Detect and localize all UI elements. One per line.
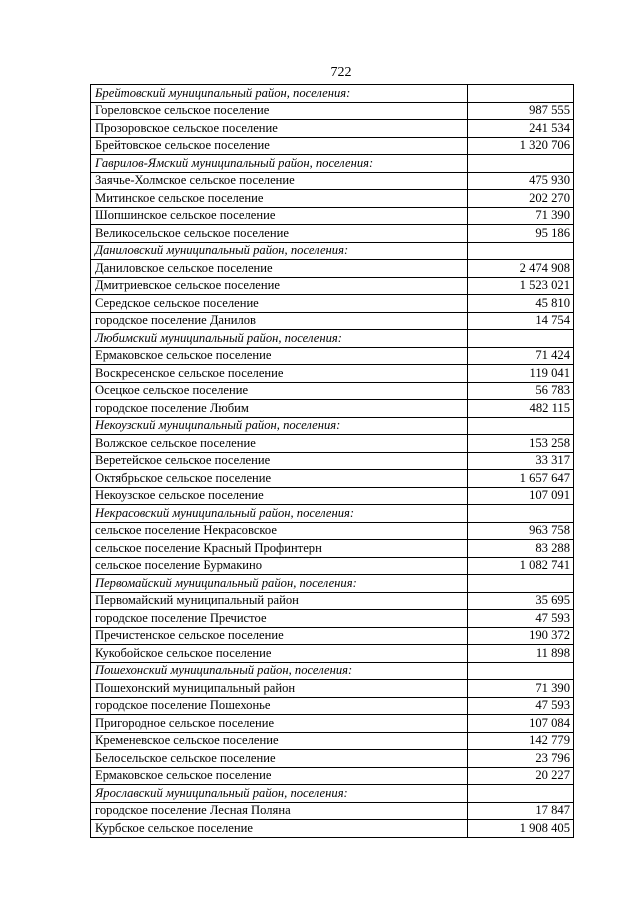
amount-value: 475 930 bbox=[468, 172, 574, 190]
empty-value-cell bbox=[468, 330, 574, 348]
settlement-name: городское поселение Лесная Поляна bbox=[91, 802, 468, 820]
amount-value: 202 270 bbox=[468, 190, 574, 208]
settlement-name: сельское поселение Бурмакино bbox=[91, 557, 468, 575]
page-number: 722 bbox=[330, 65, 352, 80]
settlement-name: Белосельское сельское поселение bbox=[91, 750, 468, 768]
amount-value: 11 898 bbox=[468, 645, 574, 663]
settlement-name: Заячье-Холмское сельское поселение bbox=[91, 172, 468, 190]
table-row bbox=[91, 645, 574, 663]
empty-value-cell bbox=[468, 417, 574, 435]
amount-value: 107 091 bbox=[468, 487, 574, 505]
table-row bbox=[91, 487, 574, 505]
district-heading-row bbox=[91, 155, 574, 173]
district-heading: Пошехонский муниципальный район, поселения: bbox=[91, 662, 468, 680]
empty-value-cell bbox=[468, 662, 574, 680]
settlement-name: Курбское сельское поселение bbox=[91, 820, 468, 838]
district-heading-row bbox=[91, 242, 574, 260]
empty-value-cell bbox=[468, 785, 574, 803]
amount-value: 963 758 bbox=[468, 522, 574, 540]
table-row bbox=[91, 260, 574, 278]
settlement-name: Веретейское сельское поселение bbox=[91, 452, 468, 470]
table-row bbox=[91, 557, 574, 575]
table-row bbox=[91, 610, 574, 628]
amount-value: 33 317 bbox=[468, 452, 574, 470]
amount-value: 45 810 bbox=[468, 295, 574, 313]
settlement-name: Великосельское сельское поселение bbox=[91, 225, 468, 243]
amount-value: 56 783 bbox=[468, 382, 574, 400]
table-row bbox=[91, 172, 574, 190]
settlement-name: Кукобойское сельское поселение bbox=[91, 645, 468, 663]
amount-value: 119 041 bbox=[468, 365, 574, 383]
amount-value: 153 258 bbox=[468, 435, 574, 453]
empty-value-cell bbox=[468, 575, 574, 593]
amount-value: 1 082 741 bbox=[468, 557, 574, 575]
table-row bbox=[91, 137, 574, 155]
settlement-name: Пошехонский муниципальный район bbox=[91, 680, 468, 698]
district-heading: Брейтовский муниципальный район, поселения: bbox=[91, 85, 468, 103]
settlement-name: городское поселение Пречистое bbox=[91, 610, 468, 628]
table-row bbox=[91, 767, 574, 785]
table-row bbox=[91, 190, 574, 208]
amount-value: 14 754 bbox=[468, 312, 574, 330]
amount-value: 241 534 bbox=[468, 120, 574, 138]
settlement-name: Октябрьское сельское поселение bbox=[91, 470, 468, 488]
settlement-name: сельское поселение Красный Профинтерн bbox=[91, 540, 468, 558]
table-row bbox=[91, 750, 574, 768]
amount-value: 482 115 bbox=[468, 400, 574, 418]
empty-value-cell bbox=[468, 242, 574, 260]
settlement-name: Дмитриевское сельское поселение bbox=[91, 277, 468, 295]
amount-value: 1 320 706 bbox=[468, 137, 574, 155]
settlement-name: Даниловское сельское поселение bbox=[91, 260, 468, 278]
amount-value: 23 796 bbox=[468, 750, 574, 768]
district-heading-row bbox=[91, 575, 574, 593]
table-row bbox=[91, 277, 574, 295]
settlement-name: городское поселение Данилов bbox=[91, 312, 468, 330]
amount-value: 987 555 bbox=[468, 102, 574, 120]
table-row bbox=[91, 802, 574, 820]
amount-value: 71 424 bbox=[468, 347, 574, 365]
amount-value: 1 523 021 bbox=[468, 277, 574, 295]
settlement-name: Пречистенское сельское поселение bbox=[91, 627, 468, 645]
settlement-name: Ермаковское сельское поселение bbox=[91, 767, 468, 785]
table-row bbox=[91, 365, 574, 383]
district-heading-row bbox=[91, 330, 574, 348]
district-heading-row bbox=[91, 662, 574, 680]
amount-value: 1 908 405 bbox=[468, 820, 574, 838]
empty-value-cell bbox=[468, 85, 574, 103]
amount-value: 47 593 bbox=[468, 697, 574, 715]
district-heading-row bbox=[91, 505, 574, 523]
table-row bbox=[91, 732, 574, 750]
amount-value: 83 288 bbox=[468, 540, 574, 558]
settlement-name: Брейтовское сельское поселение bbox=[91, 137, 468, 155]
table-row bbox=[91, 347, 574, 365]
table-row bbox=[91, 540, 574, 558]
settlement-name: Пригородное сельское поселение bbox=[91, 715, 468, 733]
table-body bbox=[91, 85, 574, 838]
table-row bbox=[91, 470, 574, 488]
amount-value: 17 847 bbox=[468, 802, 574, 820]
district-heading: Даниловский муниципальный район, поселения: bbox=[91, 242, 468, 260]
settlement-name: Гореловское сельское поселение bbox=[91, 102, 468, 120]
settlement-name: городское поселение Любим bbox=[91, 400, 468, 418]
settlement-name: Кременевское сельское поселение bbox=[91, 732, 468, 750]
table-row bbox=[91, 382, 574, 400]
amount-value: 20 227 bbox=[468, 767, 574, 785]
district-heading-row bbox=[91, 417, 574, 435]
table-row bbox=[91, 295, 574, 313]
empty-value-cell bbox=[468, 505, 574, 523]
table-row bbox=[91, 120, 574, 138]
amount-value: 142 779 bbox=[468, 732, 574, 750]
table-row bbox=[91, 592, 574, 610]
table-row bbox=[91, 225, 574, 243]
table-row bbox=[91, 522, 574, 540]
empty-value-cell bbox=[468, 155, 574, 173]
table-row bbox=[91, 680, 574, 698]
amount-value: 35 695 bbox=[468, 592, 574, 610]
amount-value: 47 593 bbox=[468, 610, 574, 628]
table-row bbox=[91, 435, 574, 453]
settlement-name: Митинское сельское поселение bbox=[91, 190, 468, 208]
district-heading: Гаврилов-Ямский муниципальный район, поселения: bbox=[91, 155, 468, 173]
amount-value: 71 390 bbox=[468, 680, 574, 698]
table-row bbox=[91, 627, 574, 645]
settlement-name: сельское поселение Некрасовское bbox=[91, 522, 468, 540]
district-heading: Любимский муниципальный район, поселения: bbox=[91, 330, 468, 348]
settlement-name: Середское сельское поселение bbox=[91, 295, 468, 313]
table-row bbox=[91, 312, 574, 330]
settlement-name: Волжское сельское поселение bbox=[91, 435, 468, 453]
settlement-name: Шопшинское сельское поселение bbox=[91, 207, 468, 225]
settlement-name: Осецкое сельское поселение bbox=[91, 382, 468, 400]
table-row bbox=[91, 697, 574, 715]
settlement-name: Некоузское сельское поселение bbox=[91, 487, 468, 505]
district-heading: Некоузский муниципальный район, поселения: bbox=[91, 417, 468, 435]
district-heading: Первомайский муниципальный район, поселения: bbox=[91, 575, 468, 593]
district-heading: Ярославский муниципальный район, поселения: bbox=[91, 785, 468, 803]
district-heading-row bbox=[91, 785, 574, 803]
settlement-name: Ермаковское сельское поселение bbox=[91, 347, 468, 365]
amount-value: 1 657 647 bbox=[468, 470, 574, 488]
allocation-table bbox=[90, 84, 574, 838]
table-row bbox=[91, 820, 574, 838]
table-row bbox=[91, 207, 574, 225]
table-row bbox=[91, 715, 574, 733]
district-heading-row bbox=[91, 85, 574, 103]
settlement-name: городское поселение Пошехонье bbox=[91, 697, 468, 715]
amount-value: 71 390 bbox=[468, 207, 574, 225]
amount-value: 107 084 bbox=[468, 715, 574, 733]
settlement-name: Первомайский муниципальный район bbox=[91, 592, 468, 610]
amount-value: 2 474 908 bbox=[468, 260, 574, 278]
table-row bbox=[91, 452, 574, 470]
amount-value: 95 186 bbox=[468, 225, 574, 243]
amount-value: 190 372 bbox=[468, 627, 574, 645]
district-heading: Некрасовский муниципальный район, поселения: bbox=[91, 505, 468, 523]
table-row bbox=[91, 400, 574, 418]
settlement-name: Воскресенское сельское поселение bbox=[91, 365, 468, 383]
table-row bbox=[91, 102, 574, 120]
settlement-name: Прозоровское сельское поселение bbox=[91, 120, 468, 138]
